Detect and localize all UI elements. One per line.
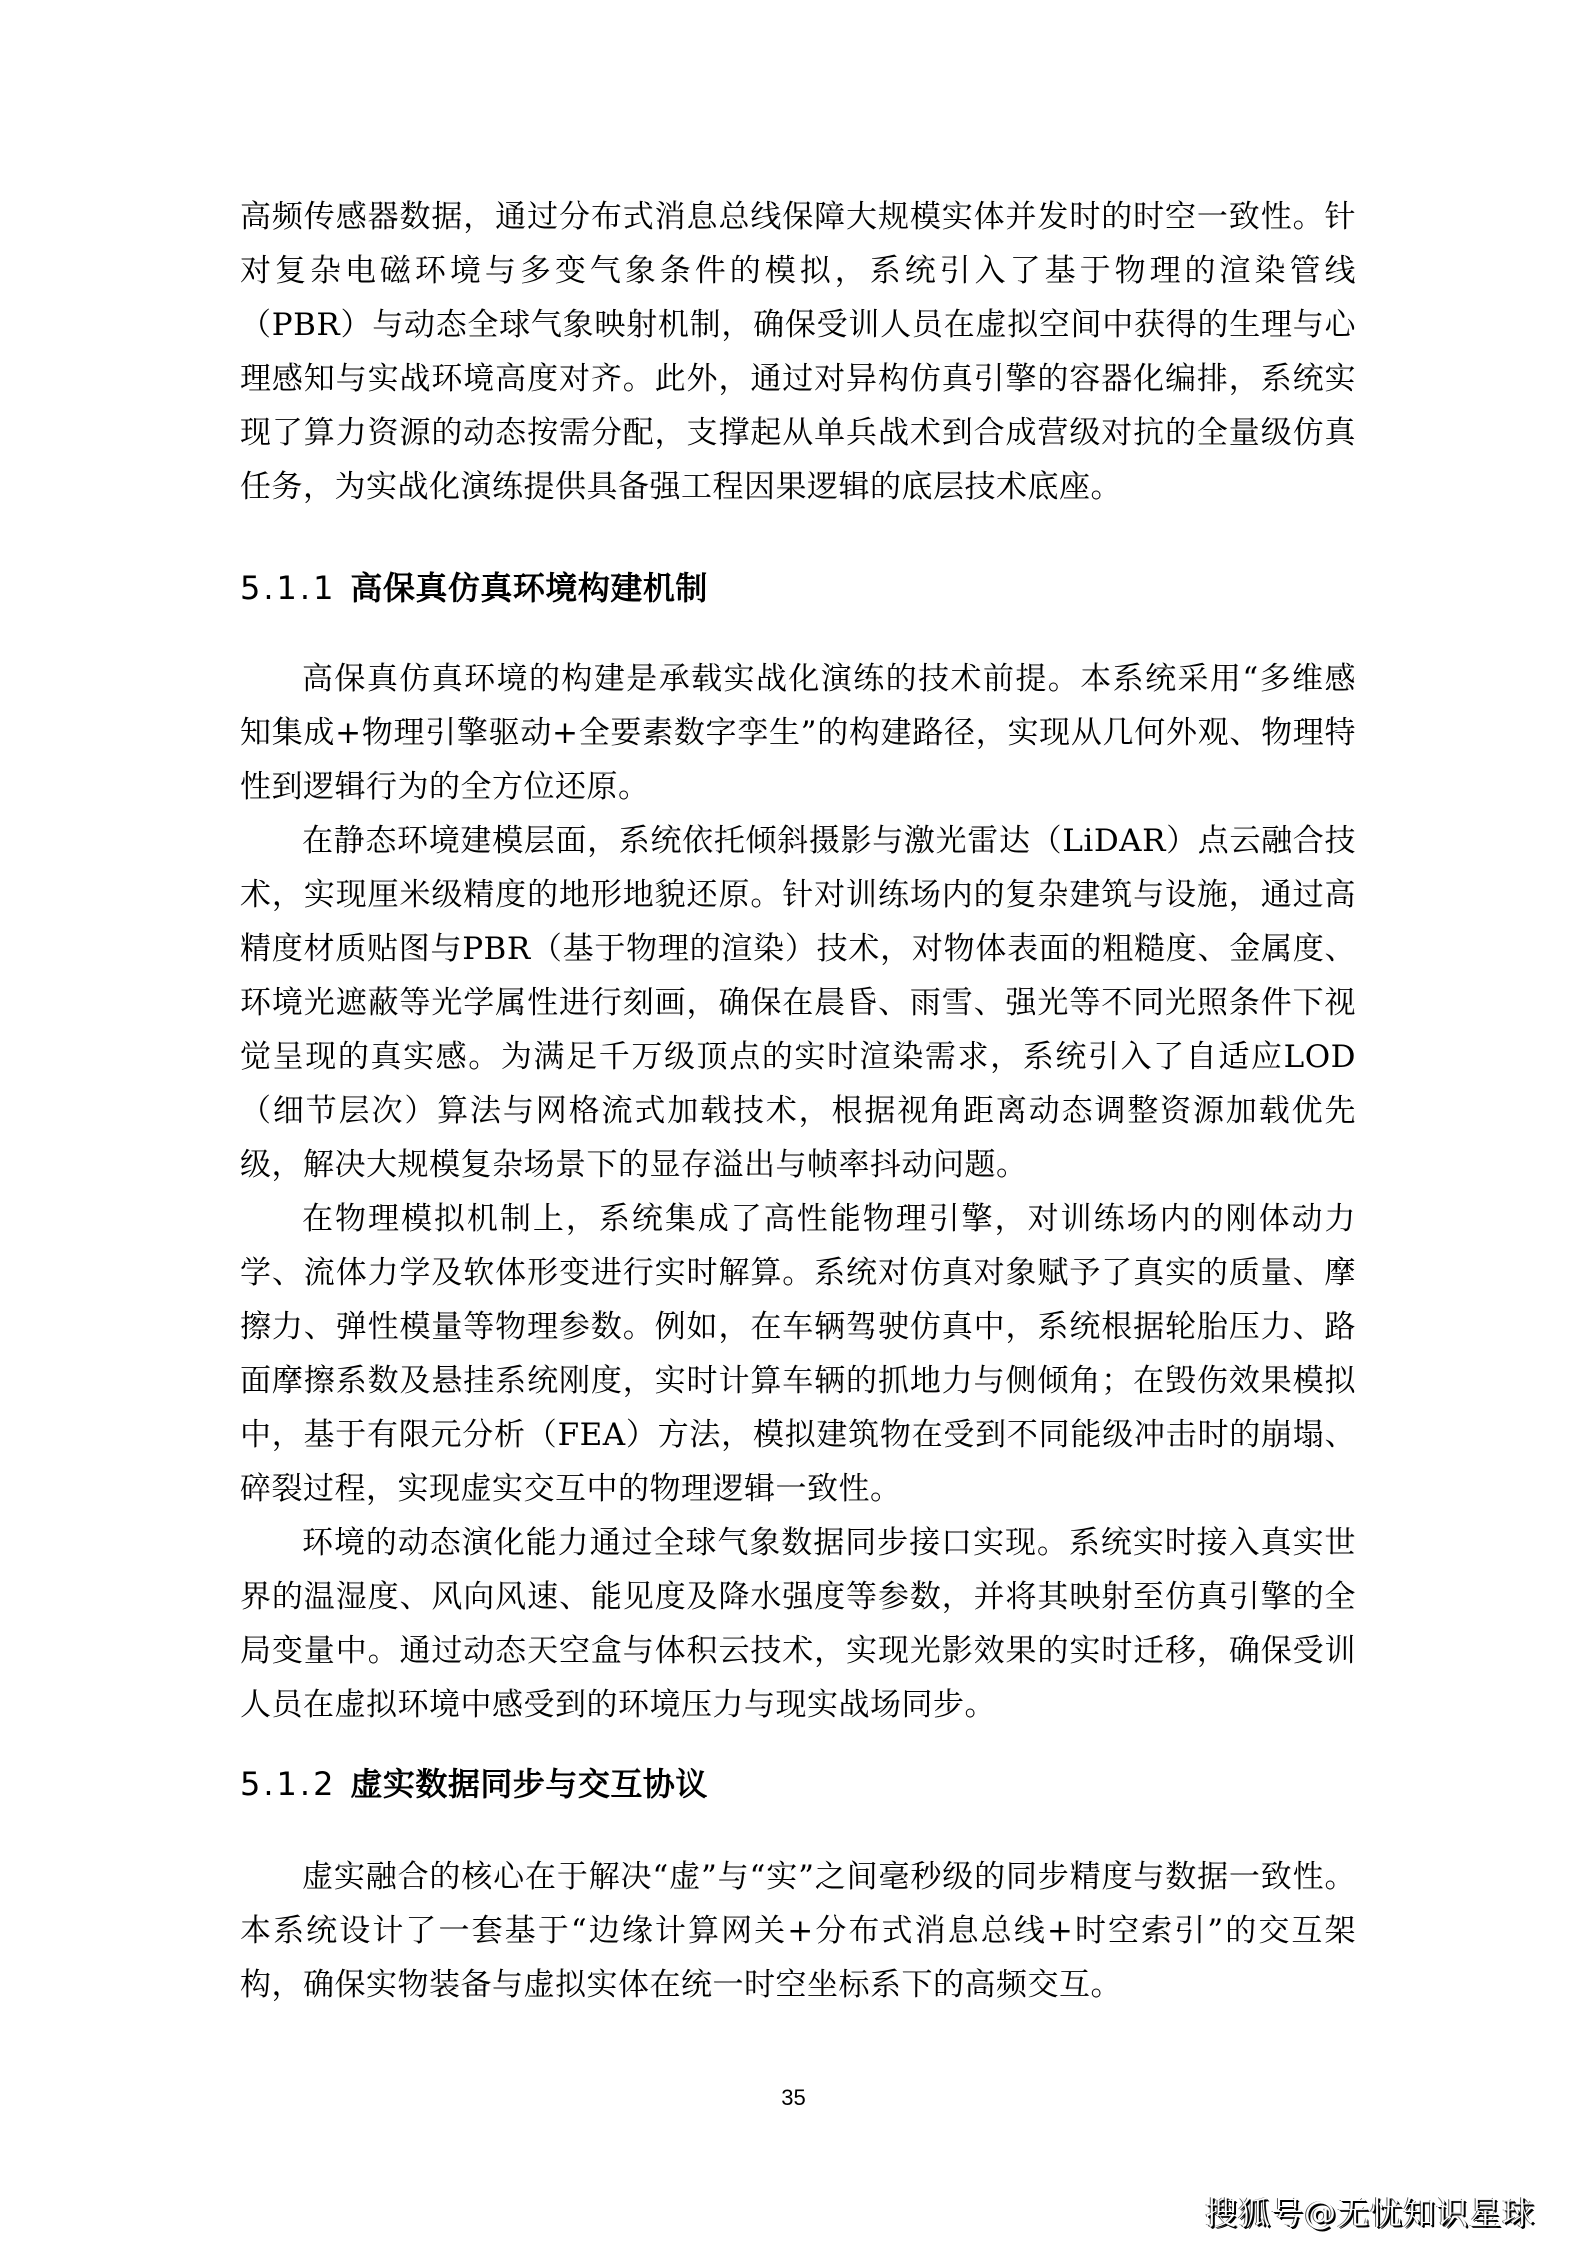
section-heading-5-1-1: [240, 568, 708, 608]
section-title: 高保真仿真环境构建机制: [350, 569, 708, 607]
section-heading-5-1-2: [240, 1764, 708, 1804]
page-number: 35: [781, 2085, 806, 2110]
body-paragraph: 高保真仿真环境的构建是承载实战化演练的技术前提。本系统采用“多维感知集成+物理引擎驱动+全要素数字孪生”的构建路径，实现从几何外观、物理特性到逻辑行为的全方位还原。: [240, 661, 1356, 805]
intro-block: [240, 190, 1356, 514]
section-number: 5.1.2: [240, 1765, 337, 1803]
body-paragraph: 在静态环境建模层面，系统依托倾斜摄影与激光雷达（LiDAR）点云融合技术，实现厘米级精度的地形地貌还原。针对训练场内的复杂建筑与设施，通过高精度材质贴图与PBR（基于物理的渲染）技术，对物体表面的粗糙度、金属度、环境光遮蔽等光学属性进行刻画，确保在晨昏、雨雪、强光等不同光照条件下视觉呈现的真实感。为满足千万级顶点的实时渲染需求，系统引入了自适应LOD（细节层次）算法与网格流式加载技术，根据视角距离动态调整资源加载优先级，解决大规模复杂场景下的显存溢出与帧率抖动问题。: [240, 823, 1356, 1183]
body-paragraph: 在物理模拟机制上，系统集成了高性能物理引擎，对训练场内的刚体动力学、流体力学及软体形变进行实时解算。系统对仿真对象赋予了真实的质量、摩擦力、弹性模量等物理参数。例如，在车辆驾驶仿真中，系统根据轮胎压力、路面摩擦系数及悬挂系统刚度，实时计算车辆的抓地力与侧倾角；在毁伤效果模拟中，基于有限元分析（FEA）方法，模拟建筑物在受到不同能级冲击时的崩塌、碎裂过程，实现虚实交互中的物理逻辑一致性。: [240, 1201, 1356, 1507]
section-number: 5.1.1: [240, 569, 337, 607]
section-body-5-1-2: [240, 1850, 1356, 2012]
body-paragraph: 虚实融合的核心在于解决“虚”与“实”之间毫秒级的同步精度与数据一致性。本系统设计了一套基于“边缘计算网关+分布式消息总线+时空索引”的交互架构，确保实物装备与虚拟实体在统一时空坐标系下的高频交互。: [240, 1859, 1356, 2003]
watermark: 搜狐号@无忧知识星球: [1204, 2194, 1535, 2232]
body-paragraph: 环境的动态演化能力通过全球气象数据同步接口实现。系统实时接入真实世界的温湿度、风向风速、能见度及降水强度等参数，并将其映射至仿真引擎的全局变量中。通过动态天空盒与体积云技术，实现光影效果的实时迁移，确保受训人员在虚拟环境中感受到的环境压力与现实战场同步。: [240, 1525, 1356, 1723]
section-body-5-1-1: [240, 652, 1356, 1732]
section-title: 虚实数据同步与交互协议: [350, 1765, 708, 1803]
intro-paragraph: 高频传感器数据，通过分布式消息总线保障大规模实体并发时的时空一致性。针对复杂电磁环境与多变气象条件的模拟，系统引入了基于物理的渲染管线（PBR）与动态全球气象映射机制，确保受训人员在虚拟空间中获得的生理与心理感知与实战环境高度对齐。此外，通过对异构仿真引擎的容器化编排，系统实现了算力资源的动态按需分配，支撑起从单兵战术到合成营级对抗的全量级仿真任务，为实战化演练提供具备强工程因果逻辑的底层技术底座。: [240, 199, 1356, 505]
